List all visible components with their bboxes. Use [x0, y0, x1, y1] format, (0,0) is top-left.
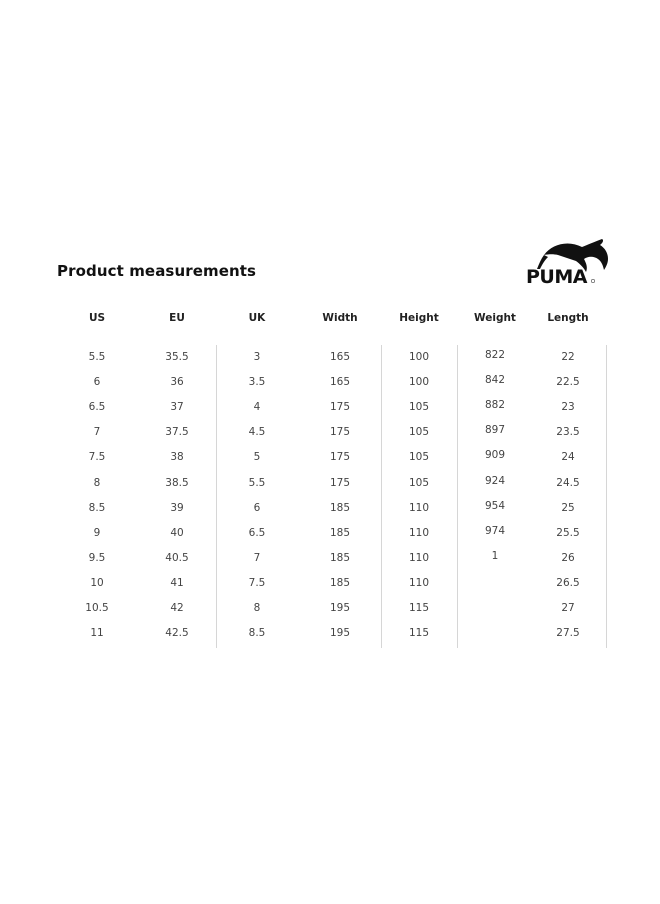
table-cell-length: 26.5	[556, 576, 580, 589]
table-cell-width: 175	[329, 426, 351, 439]
column-header-height: Height	[399, 312, 439, 324]
table-cell-width: 195	[329, 627, 351, 640]
table-cell-length: 22.5	[556, 376, 580, 389]
column-header-uk: UK	[248, 312, 266, 324]
table-cell-uk: 7	[253, 551, 261, 564]
table-cell-height: 100	[408, 376, 430, 389]
table-cell-uk: 7.5	[248, 576, 266, 589]
table-cell-us: 7.5	[88, 451, 106, 464]
table-cell-width: 185	[329, 501, 351, 514]
table-cell-eu: 36	[170, 376, 184, 389]
table-cell-eu: 37.5	[165, 426, 189, 439]
column-header-weight: Weight	[474, 312, 516, 324]
table-cell-width: 195	[329, 602, 351, 614]
table-cell-us: 9.5	[88, 551, 106, 564]
table-cell-height: 110	[408, 501, 430, 514]
table-cell-uk: 6.5	[248, 526, 266, 539]
table-cell-weight: 974	[484, 524, 506, 537]
table-cell-us: 7	[93, 426, 101, 439]
table-cell-eu: 35.5	[165, 351, 189, 363]
table-cell-length: 23	[561, 401, 575, 414]
table-cell-length: 26	[561, 551, 575, 564]
table-cell-height: 105	[408, 476, 430, 489]
table-cell-width: 175	[329, 476, 351, 489]
column-divider	[457, 345, 458, 648]
table-cell-length: 24	[561, 451, 575, 464]
table-cell-width: 165	[329, 351, 351, 363]
column-divider	[216, 345, 217, 648]
page-title: Product measurements	[57, 262, 257, 280]
table-cell-height: 105	[408, 426, 430, 439]
table-cell-eu: 37	[170, 401, 184, 414]
table-cell-width: 185	[329, 551, 351, 564]
svg-text:PUMA: PUMA	[526, 266, 587, 285]
table-cell-us: 10.5	[85, 602, 109, 614]
table-cell-uk: 3	[253, 351, 261, 363]
table-cell-us: 11	[90, 627, 104, 640]
table-cell-width: 185	[329, 526, 351, 539]
puma-cat-icon	[524, 239, 610, 285]
column-header-us: US	[88, 312, 106, 324]
table-cell-height: 110	[408, 551, 430, 564]
column-header-width: Width	[322, 312, 358, 324]
table-cell-weight: 924	[484, 474, 506, 487]
table-cell-eu: 42.5	[165, 627, 189, 640]
table-cell-us: 9	[93, 526, 101, 539]
table-cell-weight: 842	[484, 374, 506, 387]
table-cell-height: 110	[408, 576, 430, 589]
column-header-eu: EU	[169, 312, 185, 324]
table-cell-height: 105	[408, 401, 430, 414]
table-cell-height: 100	[408, 351, 430, 363]
table-cell-weight: 882	[484, 399, 506, 412]
table-cell-weight: 897	[484, 424, 506, 437]
column-divider	[381, 345, 382, 648]
table-cell-length: 27.5	[556, 627, 580, 640]
table-cell-weight: 822	[484, 349, 506, 361]
table-cell-eu: 41	[170, 576, 184, 589]
table-cell-length: 25.5	[556, 526, 580, 539]
table-cell-height: 115	[408, 602, 430, 614]
table-cell-height: 115	[408, 627, 430, 640]
table-cell-eu: 38.5	[165, 476, 189, 489]
brand-logo	[524, 239, 610, 285]
table-cell-height: 110	[408, 526, 430, 539]
column-divider	[606, 345, 607, 648]
table-cell-us: 6	[93, 376, 101, 389]
table-cell-eu: 39	[170, 501, 184, 514]
table-cell-eu: 38	[170, 451, 184, 464]
table-cell-width: 175	[329, 401, 351, 414]
table-cell-uk: 4.5	[248, 426, 266, 439]
table-cell-us: 8.5	[88, 501, 106, 514]
table-cell-uk: 8.5	[248, 627, 266, 640]
table-cell-uk: 3.5	[248, 376, 266, 389]
table-cell-length: 24.5	[556, 476, 580, 489]
table-cell-eu: 40	[170, 526, 184, 539]
table-cell-uk: 6	[253, 501, 261, 514]
table-cell-uk: 5	[253, 451, 261, 464]
table-cell-width: 165	[329, 376, 351, 389]
table-cell-weight: 1	[491, 549, 499, 562]
table-cell-us: 6.5	[88, 401, 106, 414]
table-cell-uk: 4	[253, 401, 261, 414]
table-cell-us: 8	[93, 476, 101, 489]
table-cell-width: 175	[329, 451, 351, 464]
table-cell-length: 23.5	[556, 426, 580, 439]
table-cell-weight: 909	[484, 449, 506, 462]
table-cell-us: 5.5	[88, 351, 106, 363]
table-cell-eu: 40.5	[165, 551, 189, 564]
table-cell-weight: 954	[484, 499, 506, 512]
table-cell-length: 22	[561, 351, 575, 363]
table-cell-length: 27	[561, 602, 575, 614]
table-cell-height: 105	[408, 451, 430, 464]
table-cell-uk: 8	[253, 602, 261, 614]
table-cell-width: 185	[329, 576, 351, 589]
table-cell-uk: 5.5	[248, 476, 266, 489]
column-header-length: Length	[547, 312, 589, 324]
table-cell-length: 25	[561, 501, 575, 514]
table-cell-us: 10	[90, 576, 104, 589]
table-cell-eu: 42	[170, 602, 184, 614]
